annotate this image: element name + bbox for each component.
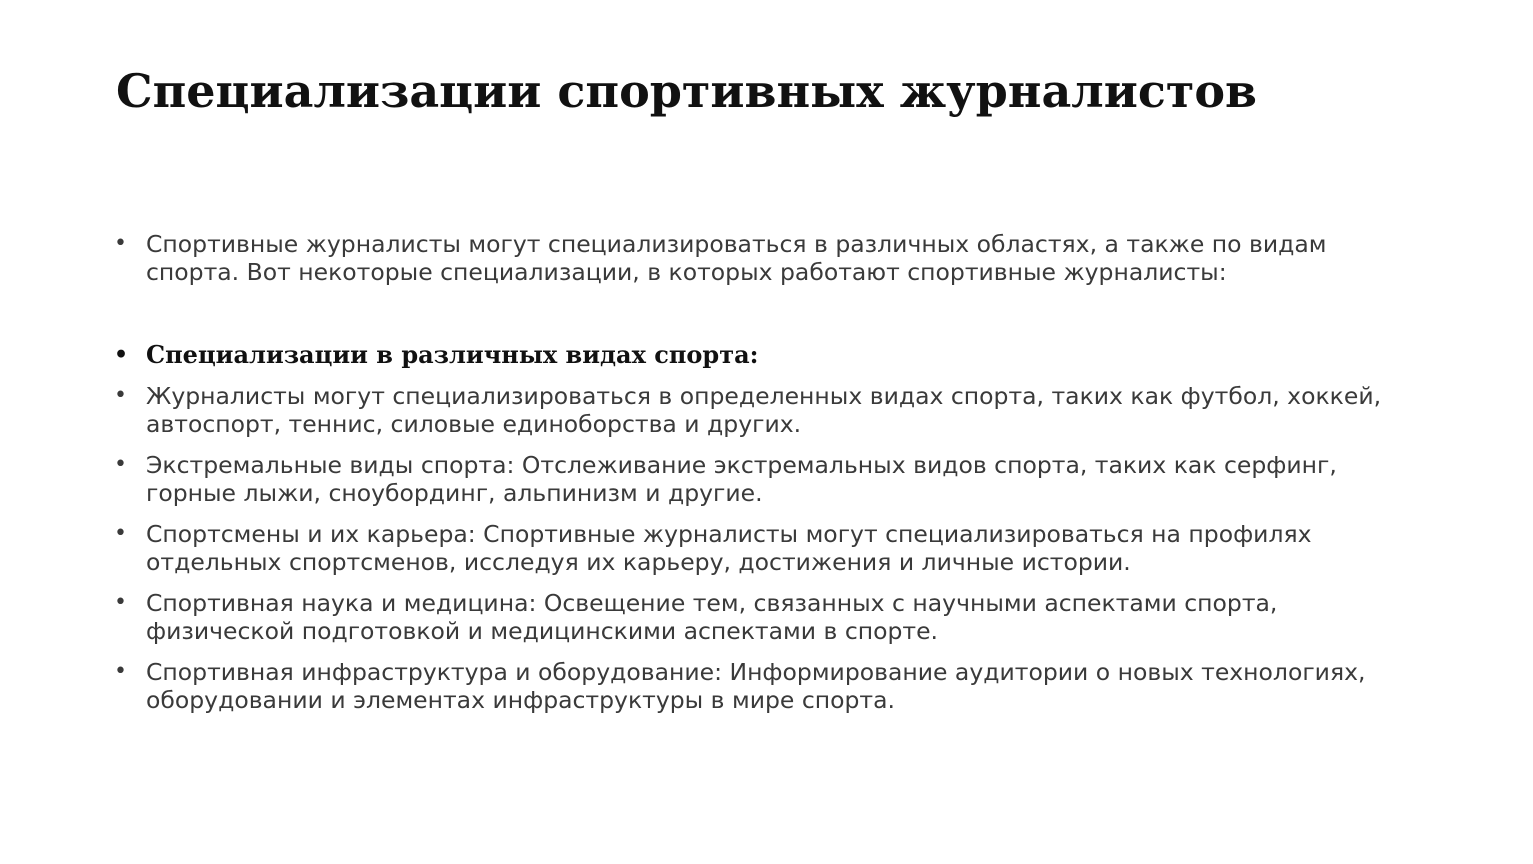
bullet-text: Спортивная наука и медицина: Освещение тем, связанных с научными аспектами спорта, физической подготовкой и медицинскими аспектами в спорте. — [146, 589, 1278, 645]
bullet-text: Экстремальные виды спорта: Отслеживание экстремальных видов спорта, таких как серфинг, горные лыжи, сноубординг, альпинизм и другие. — [146, 451, 1337, 507]
bullet-text: Спортивная инфраструктура и оборудование: Информирование аудитории о новых технологиях, оборудовании и элементах инфраструктуры в мире спорта. — [146, 658, 1366, 714]
bullet-dot-icon: • — [114, 590, 127, 615]
bullet-dot-icon: • — [114, 342, 129, 368]
bullet-item — [112, 451, 1412, 507]
bullet-item — [112, 589, 1412, 645]
bullet-text: Журналисты могут специализироваться в определенных видах спорта, таких как футбол, хоккей, автоспорт, теннис, силовые единоборства и других. — [146, 382, 1382, 438]
bullet-section-heading — [112, 340, 1412, 370]
bullet-dot-icon: • — [114, 383, 127, 408]
slide-title: Специализации спортивных журналистов — [116, 64, 1257, 118]
bullet-item — [112, 658, 1412, 714]
bullet-text: Спортсмены и их карьера: Спортивные журналисты могут специализироваться на профилях отдельных спортсменов, исследуя их карьеру, достижения и личные истории. — [146, 520, 1312, 576]
bullet-text: Специализации в различных видах спорта: — [146, 340, 759, 369]
bullet-dot-icon: • — [114, 521, 127, 546]
bullet-item — [112, 520, 1412, 576]
bullet-text: Спортивные журналисты могут специализироваться в различных областях, а также по видам спорта. Вот некоторые специализации, в которых работают спортивные журналисты: — [146, 230, 1327, 286]
bullet-item — [112, 382, 1412, 438]
bullet-dot-icon: • — [114, 452, 127, 477]
bullet-dot-icon: • — [114, 659, 127, 684]
bullet-dot-icon: • — [114, 231, 127, 256]
bullet-intro — [112, 230, 1412, 286]
bullet-list — [112, 230, 1412, 727]
